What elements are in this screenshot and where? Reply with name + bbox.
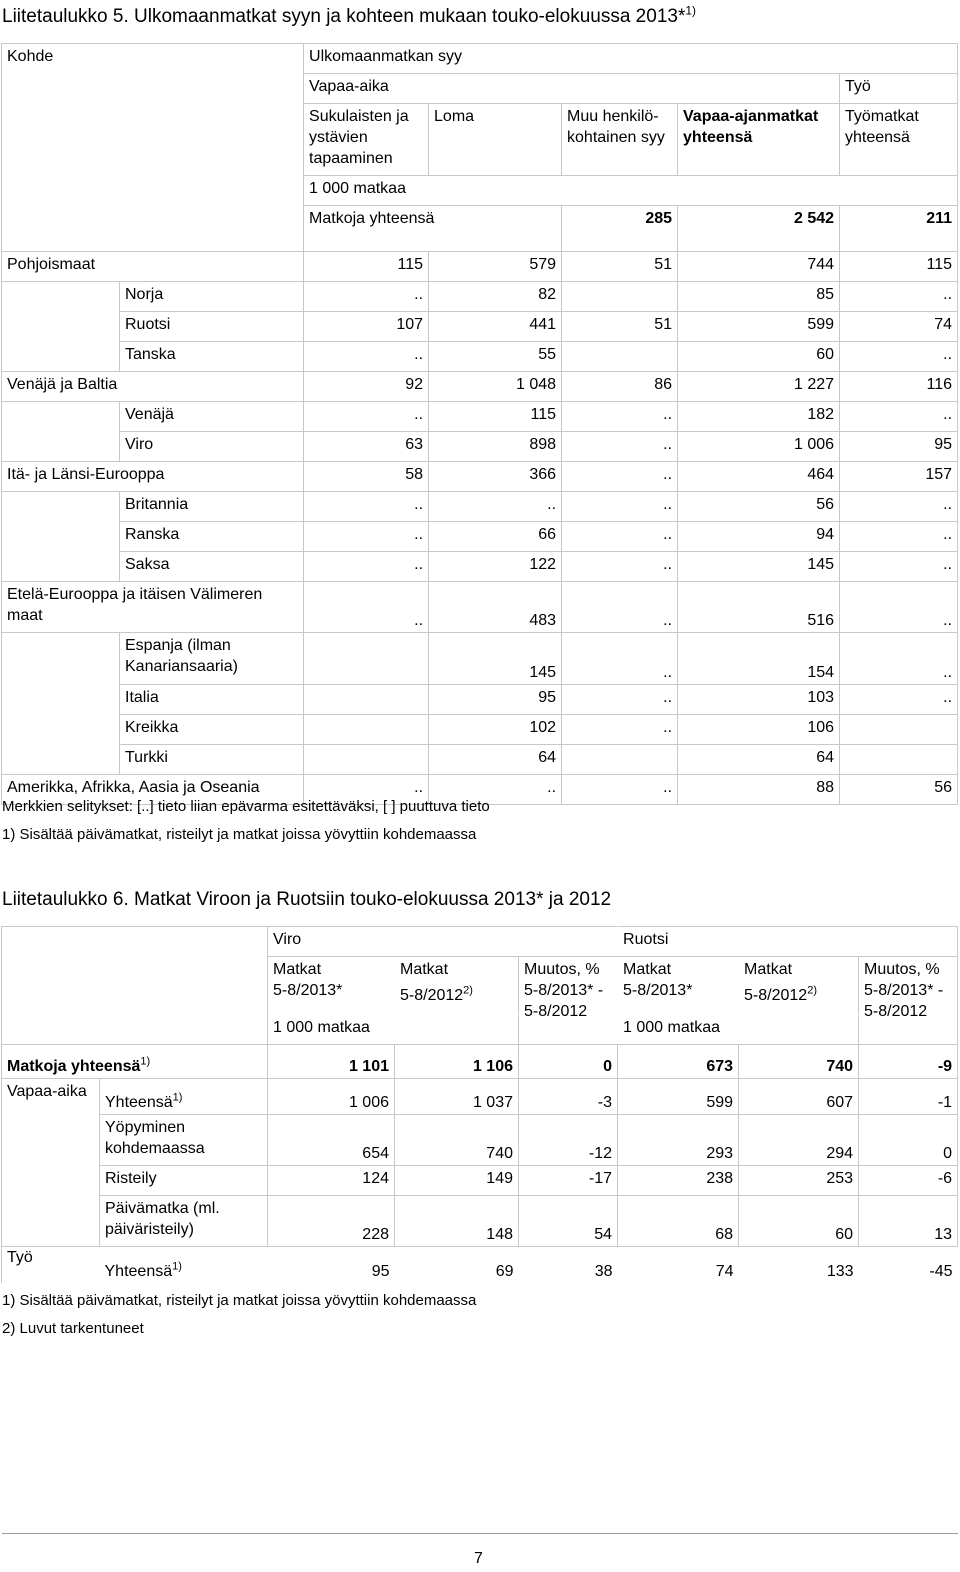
table-row: Tanska .. 55 60 .. — [2, 342, 958, 372]
col-vapaa-ajanmatkat: Vapaa-ajanmatkat yhteensä — [678, 104, 840, 176]
table-row: Turkki 64 64 — [2, 745, 958, 775]
header-ruotsi: Ruotsi — [618, 927, 958, 957]
table6-footnote-2: 2) Luvut tarkentuneet — [2, 1320, 144, 1337]
page-number: 7 — [474, 1550, 483, 1567]
table-row: Matkoja yhteensä$^{1)}$ 1 101 1 106 0 673 740 -9 — [2, 1045, 958, 1079]
row-label: Pohjoismaat — [2, 252, 304, 282]
col-muu-syy: Muu henkilö-kohtainen syy — [562, 104, 678, 176]
table-row: Matkoja yhteensä 285 2 542 211 — [2, 206, 958, 252]
row-label: Italia — [120, 685, 304, 715]
row-label: Norja — [120, 282, 304, 312]
table-row: Pohjoismaat 115 579 51 744 115 — [2, 252, 958, 282]
unit-label: 1 000 matkaa — [304, 176, 840, 206]
table6-footnote-1: 1) Sisältää päivämatkat, risteilyt ja matkat joissa yövyttiin kohdemaassa — [2, 1292, 477, 1309]
row-label: Venäjä ja Baltia — [2, 372, 304, 402]
row-label: Viro — [120, 432, 304, 462]
ruotsi-unit-label: 1 000 matkaa — [618, 1015, 859, 1045]
row-label: Risteily — [100, 1166, 268, 1196]
col-viro-2013: Matkat 5-8/2013* — [268, 957, 395, 1015]
table-row: Kreikka 102 .. 106 — [2, 715, 958, 745]
header-ulkomaanmatkan-syy: Ulkomaanmatkan syy — [304, 44, 958, 74]
footer-divider — [2, 1533, 958, 1534]
table5-legend-note: Merkkien selitykset: [..] tieto liian epävarma esitettäväksi, [ ] puuttuva tieto — [2, 798, 490, 815]
table6-title: Liitetaulukko 6. Matkat Viroon ja Ruotsiin touko-elokuussa 2013* ja 2012 — [2, 889, 612, 910]
header-kohde: Kohde — [2, 44, 304, 252]
table-row: Italia 95 .. 103 .. — [2, 685, 958, 715]
row-label: Espanja (ilman Kanariansaaria) — [120, 633, 304, 685]
col-viro-muutos: Muutos, % 5-8/2013* - 5-8/2012 — [519, 957, 618, 1045]
table-row: Norja .. 82 85 .. — [2, 282, 958, 312]
row-label: Ruotsi — [120, 312, 304, 342]
row-label: Turkki — [120, 745, 304, 775]
row-label: Itä- ja Länsi-Eurooppa — [2, 462, 304, 492]
table-row: Venäjä .. 115 .. 182 .. — [2, 402, 958, 432]
table-row: Espanja (ilman Kanariansaaria) 145 .. 154 .. — [2, 633, 958, 685]
row-label: Ranska — [120, 522, 304, 552]
col-tyomatkat: Työmatkat yhteensä — [840, 104, 958, 176]
table-row: Itä- ja Länsi-Eurooppa 58 366 .. 464 157 — [2, 462, 958, 492]
group-label: Vapaa-aika — [2, 1079, 100, 1247]
row-label: Amerikka, Afrikka, Aasia ja Oseania — [2, 775, 304, 805]
table-row: Etelä-Eurooppa ja itäisen Välimeren maat .. 483 .. 516 .. — [2, 582, 958, 633]
table-row: Päivämatka (ml. päiväristeily) 228 148 54 68 60 13 — [2, 1196, 958, 1247]
row-label: Etelä-Eurooppa ja itäisen Välimeren maat — [2, 582, 304, 633]
row-label: Saksa — [120, 552, 304, 582]
col-ruotsi-muutos: Muutos, % 5-8/2013* - 5-8/2012 — [859, 957, 958, 1045]
table-row: Britannia .. .. .. 56 .. — [2, 492, 958, 522]
row-label: Yöpyminen kohdemaassa — [100, 1115, 268, 1166]
row-label: Yhteensä$^{1)}$ — [100, 1079, 268, 1115]
table-row: Työ Yhteensä$^{1)}$ 95 69 38 74 133 -45 — [2, 1247, 958, 1283]
table5-footnote-1: 1) Sisältää päivämatkat, risteilyt ja matkat joissa yövyttiin kohdemaassa — [2, 826, 477, 843]
viro-unit-label: 1 000 matkaa — [268, 1015, 519, 1045]
row-label: Britannia — [120, 492, 304, 522]
table-row: Saksa .. 122 .. 145 .. — [2, 552, 958, 582]
row-label: Yhteensä$^{1)}$ — [104, 1260, 182, 1280]
table-row: Ranska .. 66 .. 94 .. — [2, 522, 958, 552]
table-row: Risteily 124 149 -17 238 253 -6 — [2, 1166, 958, 1196]
table-row: Venäjä ja Baltia 92 1 048 86 1 227 116 — [2, 372, 958, 402]
table-row: Amerikka, Afrikka, Aasia ja Oseania .. .. .. 88 56 — [2, 775, 958, 805]
header-vapaa-aika: Vapaa-aika — [304, 74, 840, 104]
header-viro: Viro — [268, 927, 618, 957]
row-label: Matkoja yhteensä — [304, 206, 562, 252]
table-row: Viro 63 898 .. 1 006 95 — [2, 432, 958, 462]
table-row: Ruotsi 107 441 51 599 74 — [2, 312, 958, 342]
table-row: Yöpyminen kohdemaassa 654 740 -12 293 294 0 — [2, 1115, 958, 1166]
row-label: Kreikka — [120, 715, 304, 745]
row-label: Tanska — [120, 342, 304, 372]
table-row: Vapaa-aika Yhteensä$^{1)}$ 1 006 1 037 -3 599 607 -1 — [2, 1079, 958, 1115]
row-label: Venäjä — [120, 402, 304, 432]
col-viro-2012: Matkat 5-8/2012$^{2)}$ — [395, 957, 519, 1015]
row-label: Matkoja yhteensä$^{1)}$ — [2, 1045, 268, 1079]
col-sukulaiset: Sukulaisten ja ystävien tapaaminen — [304, 104, 429, 176]
table5-title: Liitetaulukko 5. Ulkomaanmatkat syyn ja kohteen mukaan touko-elokuussa 2013*$^{1)}$ — [2, 3, 697, 27]
col-ruotsi-2012: Matkat 5-8/2012$^{2)}$ — [739, 957, 859, 1015]
table5 — [1, 43, 958, 805]
table6 — [1, 926, 958, 1283]
col-ruotsi-2013: Matkat 5-8/2013* — [618, 957, 739, 1015]
row-label: Päivämatka (ml. päiväristeily) — [100, 1196, 268, 1247]
group-label: Työ — [2, 1247, 100, 1283]
header-tyo: Työ — [840, 74, 958, 104]
col-loma: Loma — [429, 104, 562, 176]
